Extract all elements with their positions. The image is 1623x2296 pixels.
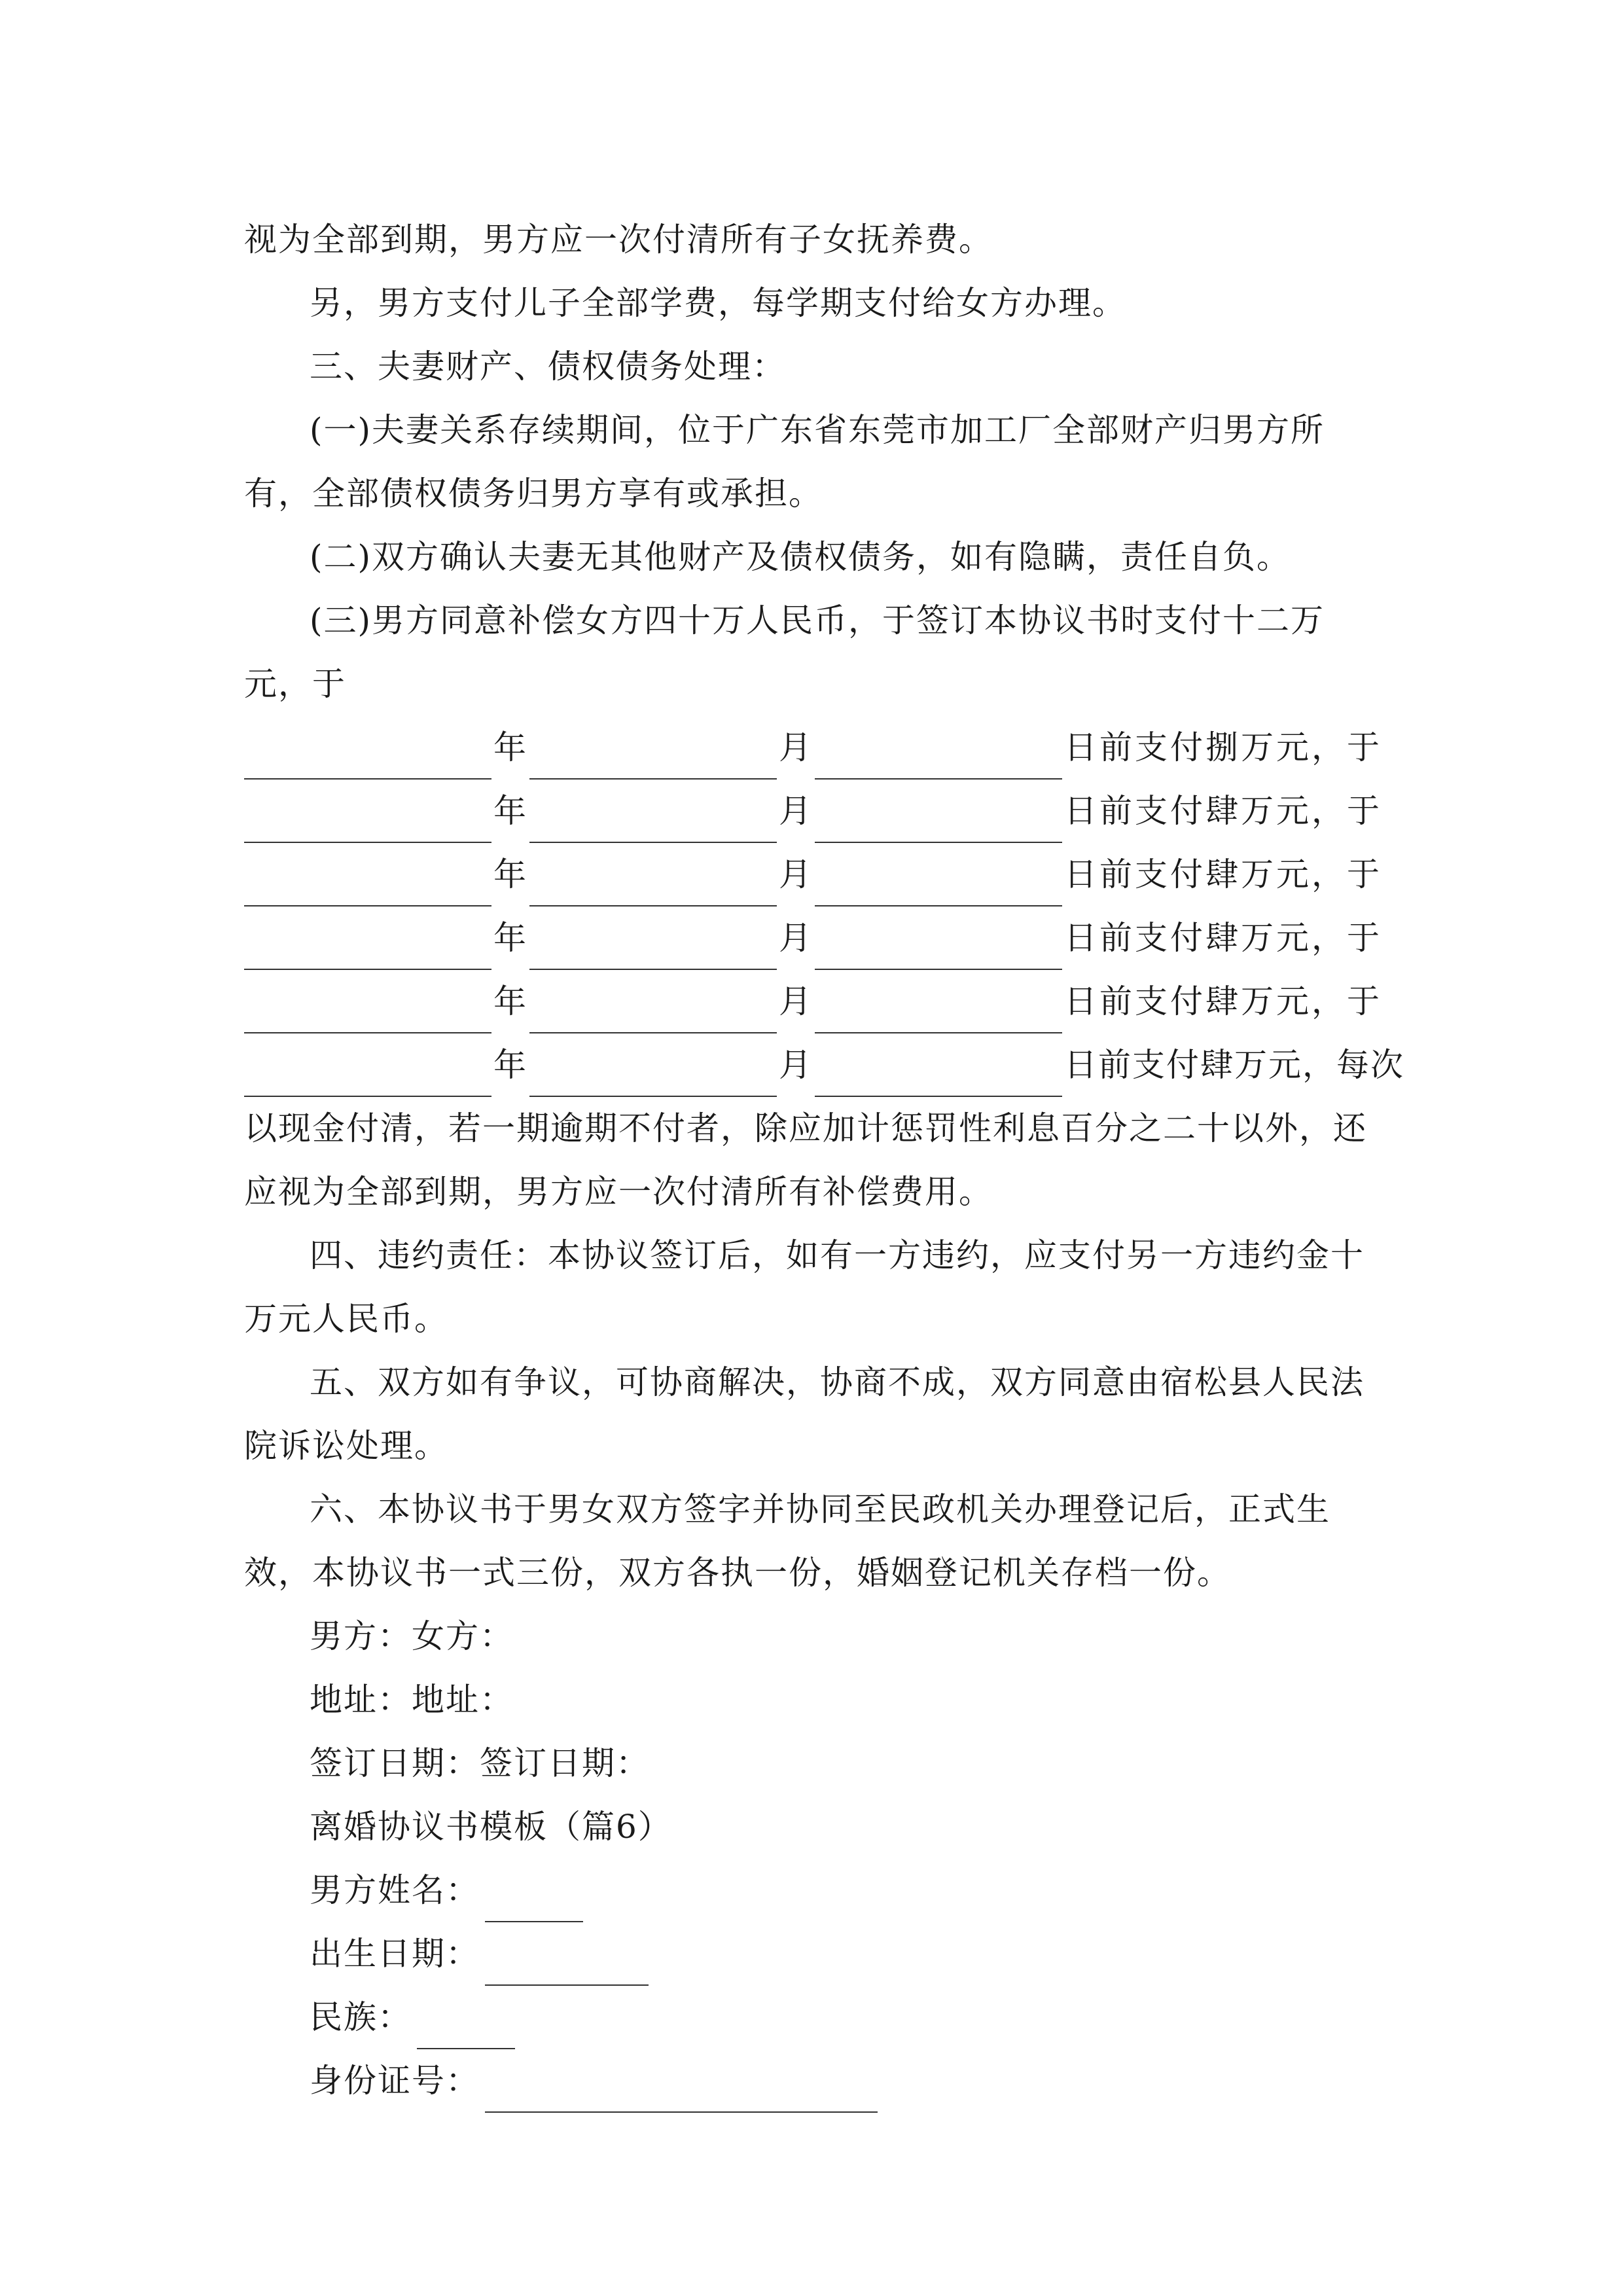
- year-blank[interactable]: [244, 798, 491, 843]
- paragraph-property-3: (三)男方同意补偿女方四十万人民币，于签订本协议书时支付十二万元，于: [244, 601, 1325, 703]
- paragraph-effective: 六、本协议书于男女双方签字并协同至民政机关办理登记后，正式生效，本协议书一式三份，双方各执一份，婚姻登记机关存档一份。: [244, 1490, 1330, 1592]
- month-blank[interactable]: [529, 989, 777, 1033]
- payment-text: 日前支付肆万元，于: [1064, 855, 1381, 893]
- day-blank[interactable]: [815, 735, 1062, 780]
- day-blank[interactable]: [815, 798, 1062, 843]
- payment-text: 日前支付肆万元，于: [1064, 982, 1381, 1020]
- signature-date: 签订日期：签订日期：: [310, 1744, 650, 1782]
- payment-schedule-line: [244, 970, 1383, 1033]
- id-number-label: 身份证号：: [310, 2062, 480, 2100]
- month-blank[interactable]: [529, 798, 777, 843]
- month-blank[interactable]: [529, 1052, 777, 1097]
- male-name-field: [244, 1859, 1383, 1922]
- male-name-label: 男方姓名：: [310, 1871, 480, 1909]
- paragraph-payment-terms: 以现金付清，若一期逾期不付者，除应加计惩罚性利息百分之二十以外，还应视为全部到期，男方应一次付清所有补偿费用。: [244, 1109, 1367, 1211]
- year-label: 年: [493, 982, 527, 1020]
- paragraph-property-1: (一)夫妻关系存续期间，位于广东省东莞市加工厂全部财产归男方所有，全部债权债务归男方享有或承担。: [244, 411, 1325, 512]
- birth-date-label: 出生日期：: [310, 1935, 480, 1973]
- template-title: 离婚协议书模板（篇6）: [310, 1808, 672, 1846]
- year-blank[interactable]: [244, 1052, 491, 1097]
- document-body: [244, 208, 1404, 2113]
- birth-date-blank[interactable]: [485, 1943, 649, 1986]
- month-label: 月: [779, 919, 813, 957]
- id-number-field: [244, 2049, 1383, 2113]
- day-blank[interactable]: [815, 989, 1062, 1033]
- day-blank[interactable]: [815, 862, 1062, 906]
- year-label: 年: [493, 919, 527, 957]
- payment-text: 日前支付捌万元，于: [1064, 728, 1381, 766]
- signature-parties: 男方：女方：: [310, 1617, 514, 1655]
- month-label: 月: [779, 728, 813, 766]
- paragraph-dispute: 五、双方如有争议，可协商解决，协商不成，双方同意由宿松县人民法院诉讼处理。: [244, 1363, 1364, 1465]
- paragraph-breach: 四、违约责任：本协议签订后，如有一方违约，应支付另一方违约金十万元人民币。: [244, 1236, 1364, 1338]
- month-label: 月: [779, 792, 813, 830]
- year-label: 年: [493, 855, 527, 893]
- ethnicity-blank[interactable]: [417, 2006, 515, 2049]
- section-heading-property: 三、夫妻财产、债权债务处理：: [310, 348, 786, 386]
- year-blank[interactable]: [244, 735, 491, 780]
- payment-text: 日前支付肆万元，每次: [1064, 1046, 1404, 1084]
- day-blank[interactable]: [815, 1052, 1062, 1097]
- day-blank[interactable]: [815, 925, 1062, 970]
- signature-address: 地址：地址：: [310, 1681, 514, 1719]
- payment-text: 日前支付肆万元，于: [1064, 792, 1381, 830]
- payment-schedule-line: [244, 780, 1383, 843]
- paragraph-tuition: 另，男方支付儿子全部学费，每学期支付给女方办理。: [310, 284, 1126, 322]
- month-label: 月: [779, 855, 813, 893]
- month-blank[interactable]: [529, 735, 777, 780]
- month-blank[interactable]: [529, 862, 777, 906]
- male-name-blank[interactable]: [485, 1879, 583, 1922]
- year-blank[interactable]: [244, 862, 491, 906]
- month-label: 月: [779, 982, 813, 1020]
- month-label: 月: [779, 1046, 813, 1084]
- paragraph-child-support-end: 视为全部到期，男方应一次付清所有子女抚养费。: [244, 221, 993, 259]
- payment-schedule-line: [244, 716, 1383, 780]
- payment-schedule-line: [244, 906, 1383, 970]
- birth-date-field: [244, 1922, 1383, 1986]
- payment-schedule-line: [244, 843, 1383, 906]
- ethnicity-field: [244, 1986, 1383, 2049]
- year-label: 年: [493, 728, 527, 766]
- payment-text: 日前支付肆万元，于: [1064, 919, 1381, 957]
- paragraph-property-2: (二)双方确认夫妻无其他财产及债权债务，如有隐瞒，责任自负。: [310, 538, 1291, 576]
- year-blank[interactable]: [244, 925, 491, 970]
- year-label: 年: [493, 792, 527, 830]
- year-label: 年: [493, 1046, 527, 1084]
- id-number-blank[interactable]: [485, 2070, 878, 2113]
- month-blank[interactable]: [529, 925, 777, 970]
- ethnicity-label: 民族：: [310, 1998, 412, 2036]
- year-blank[interactable]: [244, 989, 491, 1033]
- payment-schedule-line: [244, 1033, 1404, 1097]
